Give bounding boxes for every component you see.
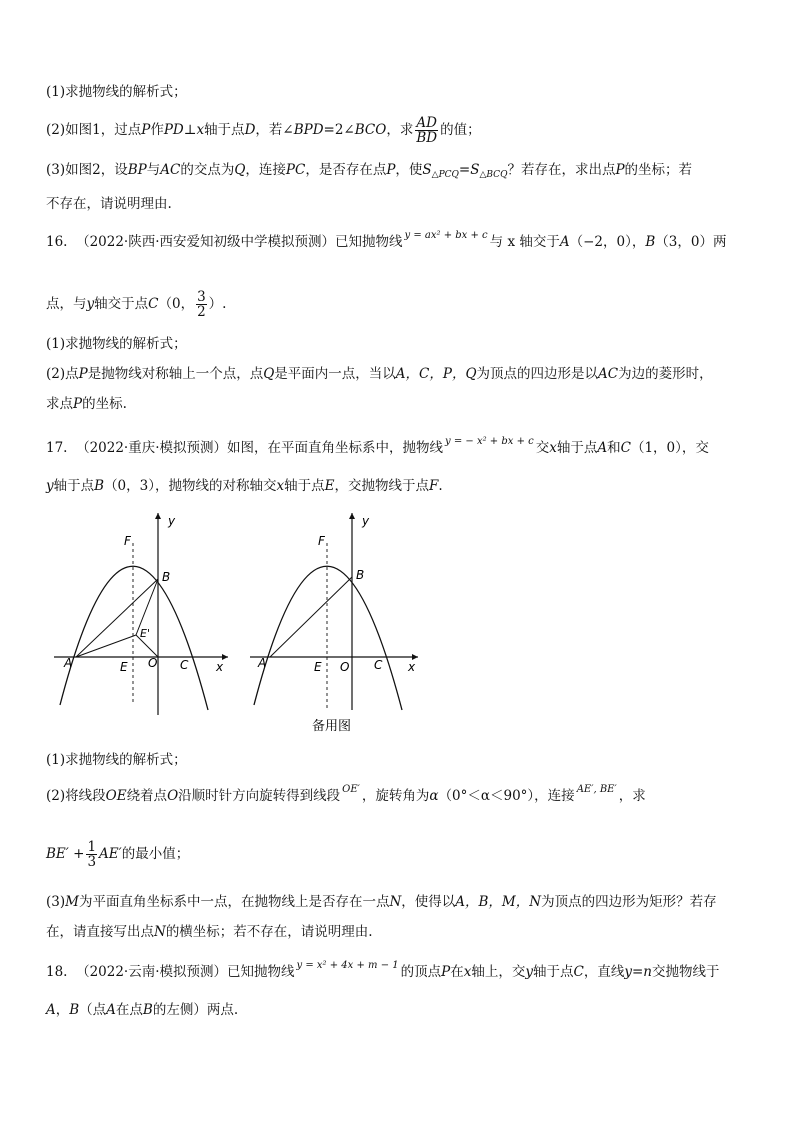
q15-part3: (3)如图2，设BP与AC的交点为Q，连接PC，是否存在点P，使$S_{\triangle PCQ}=S_{\triangle BCQ}$？若存在，求出点P的坐标；若 [46,162,693,180]
figure-2 [250,513,418,734]
q16-part2: (2)点P是抛物线对称轴上一个点，点Q是平面内一点，当以A，C，P，Q为顶点的四边形是以AC为边的菱形时， [46,366,713,382]
fig1-label-A: A [64,656,73,670]
q17-stem: 17. （2022·重庆·模拟预测）如图，在平面直角坐标系中，抛物线 $^{y = - x^2 + bx + c}$ 交x轴于点A和C（1，0），交 [46,436,709,456]
fig1-label-O: O [148,656,158,670]
q16-stem: 16. （2022·陕西·西安爱知初级中学模拟预测）已知抛物线 $^{y = ax^2 + bx + c}$ 与 x 轴交于A（−2，0），B（3，0）两 [46,230,727,250]
fig1-label-x: x [216,660,224,674]
q18-stem-cont: A，B（点A在点B的左侧）两点. [46,1002,239,1018]
fig1-label-E: E [120,660,128,674]
fig2-caption: 备用图 [312,719,352,734]
q17-figures [40,505,440,740]
ad-over-bd-fraction: $\frac{AD}{BD}$ [416,115,438,146]
fig2-y-arrow [349,513,355,519]
q16-part2-cont: 求点P的坐标. [46,396,127,412]
fig1-line-AE' [76,635,136,657]
q17-part3: (3)M为平面直角坐标系中一点，在抛物线上是否存在一点N，使得以A，B，M，N为顶点的四边形为矩形？若存 [46,894,717,910]
q16-part1: (1)求抛物线的解析式； [46,336,187,352]
fig2-label-B: B [356,568,365,582]
q16-stem-cont: 点，与y轴交于点C（0， $\frac{3}{2}$ ）. [46,289,227,320]
fig2-label-x: x [408,660,416,674]
fig2-label-A: A [258,656,267,670]
q17-part3-cont: 在，请直接写出点N的横坐标；若不存在，请说明理由. [46,924,373,940]
fig1-y-arrow [155,513,161,519]
q17-part2: (2)将线段OE绕着点O沿顺时针方向旋转得到线段 $^{OE'}$ ，旋转角为α（0°＜α＜90°），连接 $^{AE', BE'}$ ，求 [46,784,646,804]
q15-part3-cont: 不存在，请说明理由. [46,196,172,212]
fig1-label-B: B [162,570,171,584]
fig2-label-F: F [318,534,325,548]
fig1-label-y: y [168,514,176,528]
fig1-label-C: C [180,658,189,672]
fig1-label-F: F [124,534,131,548]
q17-equation: y = − x² + bx + c [445,436,534,447]
fig2-label-C: C [374,658,383,672]
three-halves-fraction: $\frac{3}{2}$ [197,289,206,320]
q17-part1: (1)求抛物线的解析式； [46,752,187,768]
q17-min-expr: BE′ + $\frac{1}{3}$ AE′的最小值； [46,839,190,870]
q16-equation: y = ax² + bx + c [404,230,488,241]
fig2-label-O: O [340,660,350,674]
q15-part1: (1)求抛物线的解析式； [46,84,187,100]
q15-part2: (2)如图1，过点P作PD⊥x轴于点D，若∠BPD=2∠BCO，求 $\frac{AD}{BD}$ 的值； [46,115,481,146]
fig2-parabola [254,566,402,710]
one-third-fraction: $\frac{1}{3}$ [87,839,97,870]
figure-1 [54,513,228,715]
fig1-label-Eprime: E' [140,627,150,640]
fig2-label-E: E [314,660,322,674]
q18-stem: 18. （2022·云南·模拟预测）已知抛物线 $^{y = x^2 + 4x + m - 1}$ 的顶点P在x轴上，交y轴于点C，直线y=n交抛物线于 [46,960,720,980]
q17-stem-cont: y轴于点B（0，3），抛物线的对称轴交x轴于点E，交抛物线于点F. [46,478,443,494]
fig2-label-y: y [362,514,370,528]
q18-equation: y = x² + 4x + m − 1 [296,960,399,971]
fig1-parabola [60,566,208,710]
